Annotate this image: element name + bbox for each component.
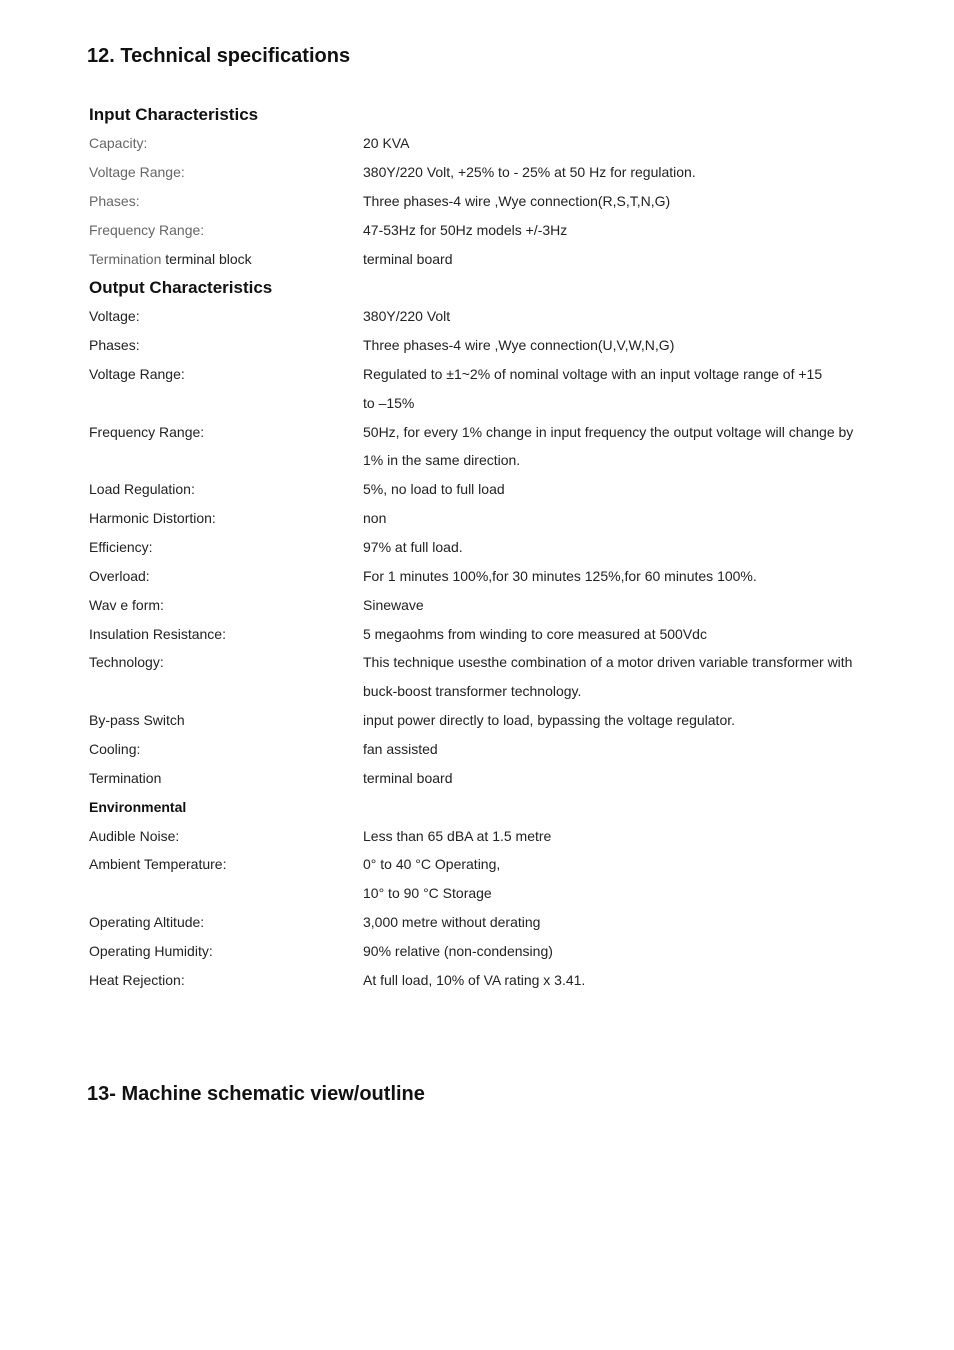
input-voltage-range-value: 380Y/220 Volt, +25% to - 25% at 50 Hz for regulation. [363,164,696,180]
output-frequency-range-label: Frequency Range: [89,424,205,440]
input-capacity-value: 20 KVA [363,135,410,151]
output-voltage-range-value-line1: Regulated to ±1~2% of nominal voltage with an input voltage range of +15 [363,366,823,382]
input-termination-label [89,251,252,267]
output-harmonic-distortion-label: Harmonic Distortion: [89,510,216,526]
output-termination-value: terminal board [363,770,453,786]
input-phases-value: Three phases-4 wire ,Wye connection(R,S,T,N,G) [363,193,671,209]
output-voltage-range-value-line2: to –15% [363,395,415,411]
output-technology-label: Technology: [89,654,164,670]
output-cooling-label: Cooling: [89,741,141,757]
output-termination-label: Termination [89,770,162,786]
env-altitude-label: Operating Altitude: [89,914,205,930]
env-ambient-label: Ambient Temperature: [89,856,227,872]
env-heat-label: Heat Rejection: [89,972,185,988]
input-phases-label: Phases: [89,193,140,209]
output-harmonic-distortion-value: non [363,510,387,526]
env-noise-value: Less than 65 dBA at 1.5 metre [363,828,552,844]
output-frequency-range-value-line2: 1% in the same direction. [363,452,521,468]
output-load-regulation-value: 5%, no load to full load [363,481,505,497]
input-termination-label-text: Termination [89,251,162,267]
section-13-title: 13- Machine schematic view/outline [87,1083,425,1105]
output-overload-value: For 1 minutes 100%,for 30 minutes 125%,for 60 minutes 100%. [363,568,757,584]
output-voltage-value: 380Y/220 Volt [363,308,451,324]
output-efficiency-value: 97% at full load. [363,539,463,555]
output-voltage-label: Voltage: [89,308,140,324]
env-ambient-value-line1: 0° to 40 °C Operating, [363,856,501,872]
environmental-heading: Environmental [89,799,187,815]
output-bypass-label: By-pass Switch [89,712,185,728]
output-characteristics-heading: Output Characteristics [89,278,273,297]
env-humidity-value: 90% relative (non-condensing) [363,943,553,959]
output-phases-label: Phases: [89,337,140,353]
output-insulation-value: 5 megaohms from winding to core measured at 500Vdc [363,626,707,642]
section-12-title: 12. Technical specifications [87,45,351,67]
env-altitude-value: 3,000 metre without derating [363,914,541,930]
output-phases-value: Three phases-4 wire ,Wye connection(U,V,W,N,G) [363,337,675,353]
env-humidity-label: Operating Humidity: [89,943,213,959]
output-voltage-range-label: Voltage Range: [89,366,185,382]
output-waveform-label: Wav e form: [89,597,164,613]
output-technology-value-line1: This technique usesthe combination of a motor driven variable transformer with [363,654,853,670]
input-frequency-range-label: Frequency Range: [89,222,205,238]
input-frequency-range-value: 47-53Hz for 50Hz models +/-3Hz [363,222,568,238]
output-insulation-label: Insulation Resistance: [89,626,226,642]
env-ambient-value-line2: 10° to 90 °C Storage [363,885,492,901]
input-termination-value: terminal board [363,251,453,267]
output-efficiency-label: Efficiency: [89,539,153,555]
output-technology-value-line2: buck-boost transformer technology. [363,683,582,699]
env-noise-label: Audible Noise: [89,828,180,844]
output-load-regulation-label: Load Regulation: [89,481,195,497]
output-waveform-value: Sinewave [363,597,424,613]
input-characteristics-heading: Input Characteristics [89,105,259,124]
output-bypass-value: input power directly to load, bypassing the voltage regulator. [363,712,736,728]
input-capacity-label: Capacity: [89,135,148,151]
input-voltage-range-label: Voltage Range: [89,164,185,180]
output-frequency-range-value-line1: 50Hz, for every 1% change in input frequency the output voltage will change by [363,424,854,440]
env-heat-value: At full load, 10% of VA rating x 3.41. [363,972,586,988]
output-cooling-value: fan assisted [363,741,438,757]
output-overload-label: Overload: [89,568,150,584]
input-termination-label-suffix: terminal block [165,251,252,267]
